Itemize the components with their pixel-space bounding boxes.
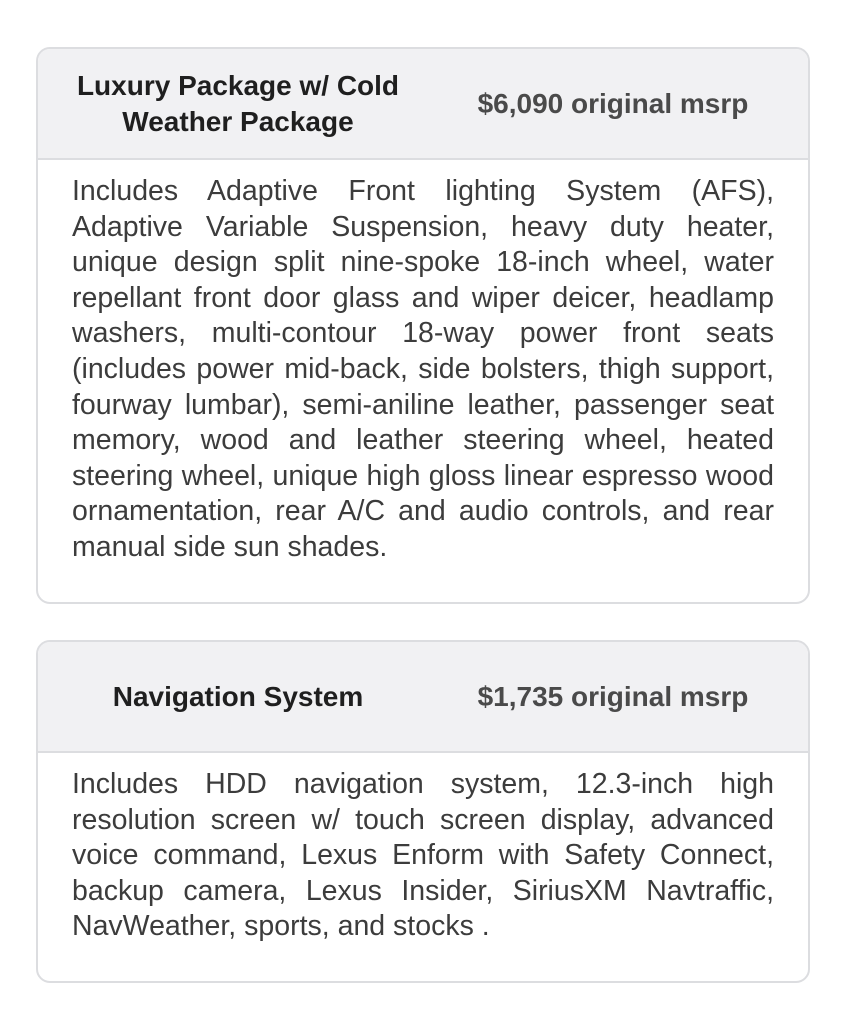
package-header (38, 642, 808, 753)
package-price: $1,735 original msrp (477, 680, 749, 712)
package-card-navigation (36, 640, 810, 983)
package-card-luxury (36, 47, 810, 604)
package-header (38, 49, 808, 160)
package-description: Includes Adaptive Front lighting System (AFS), Adaptive Variable Suspension, heavy duty heater, unique design split nine-spoke 18-inch wheel, water repellant front door glass and wiper deicer, headlamp washers, multi-contour 18-way power front seats (includes power mid-back, side bolsters, thigh support, fourway lumbar), semi-aniline leather, passenger seat memory, wood and leather steering wheel, heated steering wheel, unique high gloss linear espresso wood ornamentation, rear A/C and audio controls, and rear manual side sun shades. (72, 175, 774, 563)
package-price: $6,090 original msrp (477, 87, 749, 119)
package-description: Includes HDD navigation system, 12.3-inch high resolution screen w/ touch screen display, advanced voice command, Lexus Enform with Safety Connect, backup camera, Lexus Insider, SiriusXM Navtraffic, NavWeather, sports, and stocks . (72, 768, 774, 943)
package-name: Luxury Package w/ Cold Weather Package (76, 69, 400, 137)
package-name: Navigation System (112, 680, 364, 712)
